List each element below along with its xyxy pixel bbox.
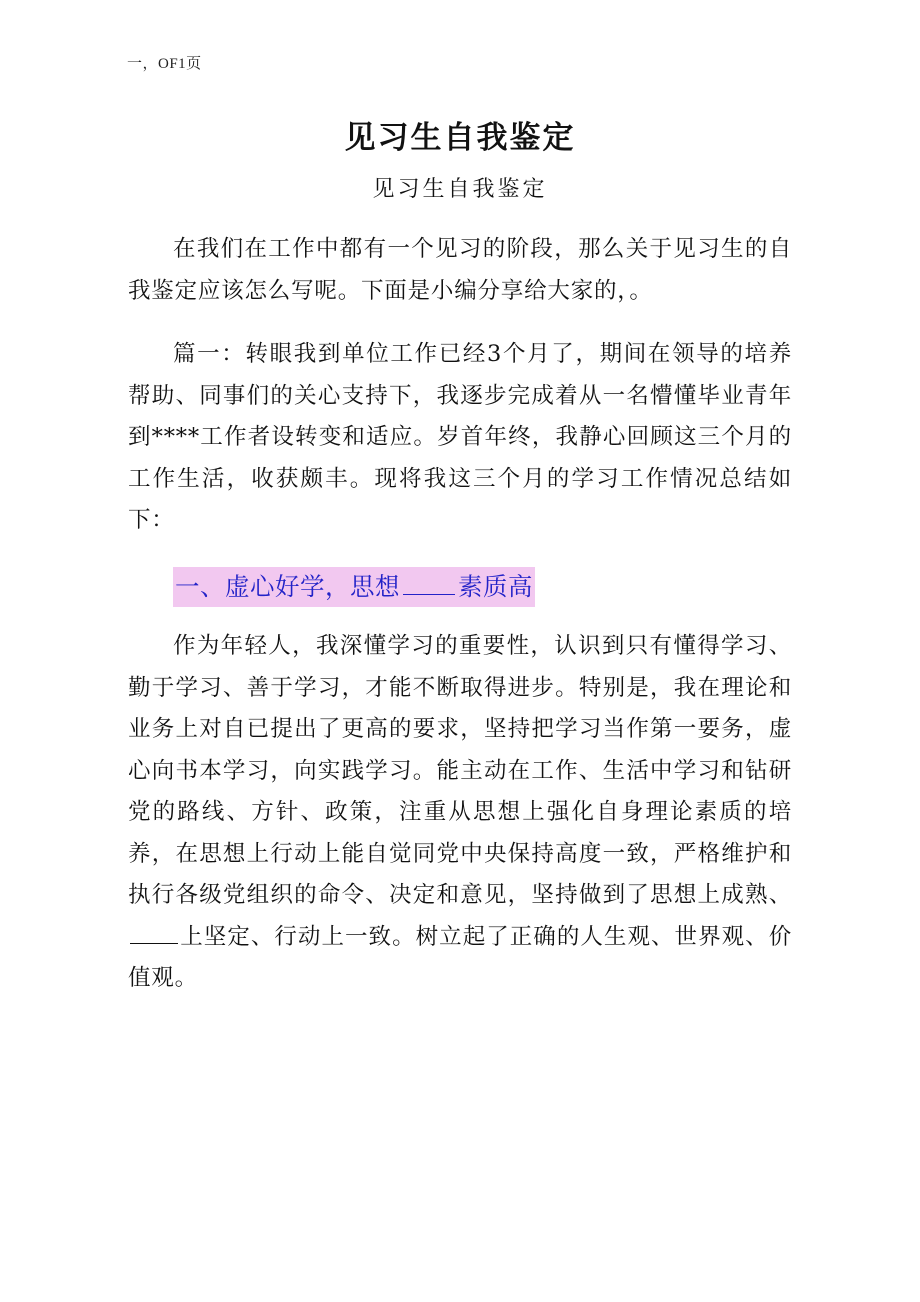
- section-body-paragraph: [128, 626, 792, 1000]
- document-title: 见习生自我鉴定: [344, 120, 576, 156]
- document-subtitle: 见习生自我鉴定: [372, 177, 548, 202]
- heading-fill-blank: [403, 572, 455, 595]
- section-heading: [173, 567, 535, 607]
- intro-paragraph: 在我们在工作中都有一个见习的阶段，那么关于见习生的自我鉴定应该怎么写呢。下面是小编分享给大家的，。: [128, 236, 792, 304]
- section-body-text-end: 上坚定、行动上一致。树立起了正确的人生观、世界观、价值观。: [128, 923, 792, 991]
- part-one-paragraph: 篇一：转眼我到单位工作已经3个月了，期间在领导的培养帮助、同事们的关心支持下，我逐步完成着从一名懵懂毕业青年到****工作者设转变和适应。岁首年终，我静心回顾这三个月的工作生活，收获颇丰。现将我这三个月的学习工作情况总结如下：: [128, 341, 792, 533]
- section-body-text-start: 作为年轻人，我深懂学习的重要性，认识到只有懂得学习、勤于学习、善于学习，才能不断取得进步。特别是，我在理论和业务上对自已提出了更高的要求，坚持把学习当作第一要务，虚心向书本学习，向实践学习。能主动在工作、生活中学习和钻研党的路线、方针、政策，注重从思想上强化自身理论素质的培养，在思想上行动上能自觉同党中央保持高度一致，严格维护和执行各级党组织的命令、决定和意见，坚持做到了思想上成熟、: [128, 633, 792, 908]
- page-indicator: 一，OF1页: [127, 56, 202, 72]
- body-fill-blank: [130, 923, 178, 944]
- section-heading-text-end: 素质高: [458, 572, 533, 601]
- section-heading-text-start: 一、虚心好学，思想: [175, 572, 400, 601]
